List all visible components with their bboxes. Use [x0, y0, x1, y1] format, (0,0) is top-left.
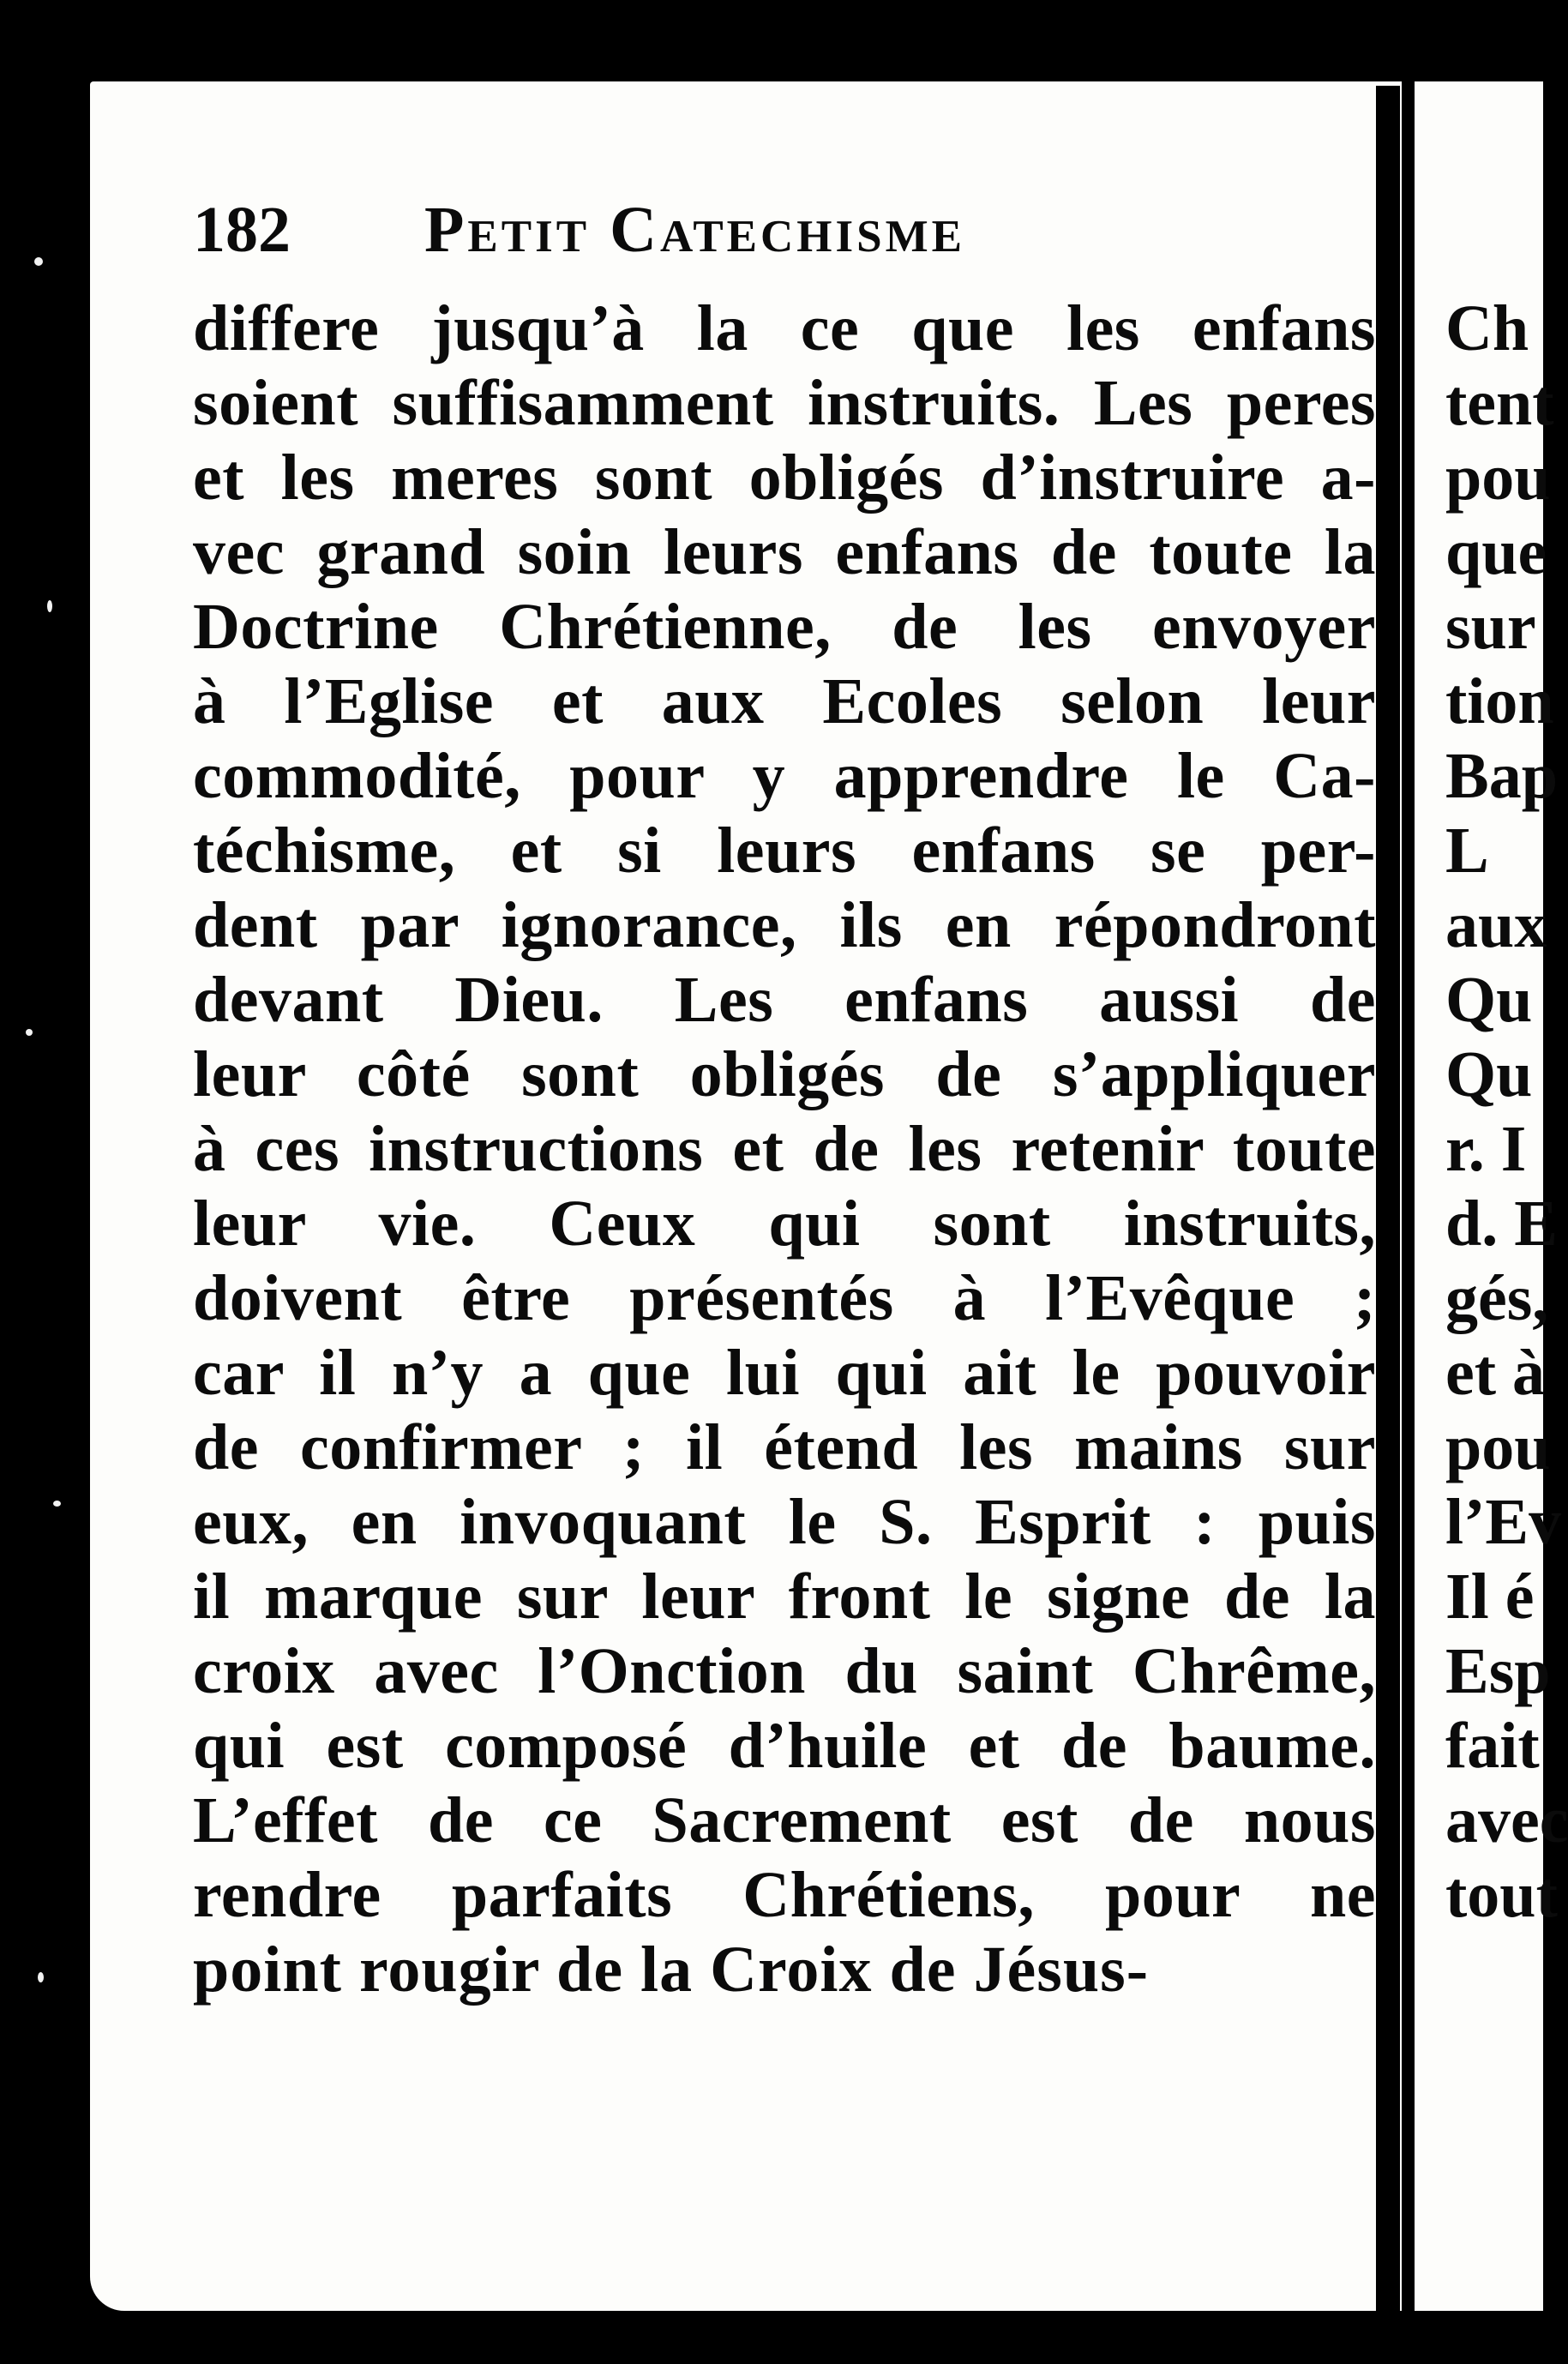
text-line-last: point rougir de la Croix de Jésus- [193, 1934, 1149, 2006]
text-line: croix avec l’Onction du saint Chrême, [193, 1635, 1376, 1707]
facing-text-line: Bap [1445, 740, 1558, 812]
margin-speck [38, 1972, 44, 1982]
facing-text-line: L [1445, 815, 1489, 887]
facing-text-line: Esp [1445, 1635, 1551, 1707]
text-line: rendre parfaits Chrétiens, pour ne [193, 1859, 1376, 1931]
text-line: il marque sur leur front le signe de la [193, 1561, 1376, 1633]
text-line: car il n’y a que lui qui ait le pouvoir [193, 1337, 1376, 1409]
facing-text-line: pou [1445, 442, 1551, 514]
page-body-text [193, 292, 1376, 2007]
running-header [193, 193, 1350, 287]
text-line: vec grand soin leurs enfans de toute la [193, 516, 1376, 588]
facing-text-line: Ch [1445, 292, 1529, 364]
text-line: Doctrine Chrétienne, de les envoyer [193, 591, 1376, 663]
running-title: Petit Catechisme [424, 194, 966, 266]
margin-speck [53, 1501, 61, 1507]
facing-page-lines [1415, 292, 1568, 1933]
text-line: à l’Eglise et aux Ecoles selon leur [193, 665, 1376, 737]
facing-text-line: sur [1445, 591, 1536, 663]
facing-text-line: fait [1445, 1710, 1540, 1782]
facing-text-line: tent [1445, 367, 1554, 439]
text-line: eux, en invoquant le S. Esprit : puis [193, 1486, 1376, 1558]
text-line: differe jusqu’à la ce que les enfans [193, 292, 1376, 364]
facing-text-line: Qu [1445, 1038, 1533, 1110]
text-line: dent par ignorance, ils en répondront [193, 889, 1376, 961]
facing-text-line: Il é [1445, 1561, 1535, 1633]
text-line: commodité, pour y apprendre le Ca- [193, 740, 1376, 812]
text-line: de confirmer ; il étend les mains sur [193, 1411, 1376, 1483]
facing-text-line: l’Ev [1445, 1486, 1562, 1558]
facing-page-fragment [1415, 81, 1568, 2311]
text-line: leur côté sont obligés de s’appliquer [193, 1038, 1376, 1110]
text-line: à ces instructions et de les retenir toute [193, 1113, 1376, 1185]
text-line: doivent être présentés à l’Evêque ; [193, 1262, 1376, 1334]
text-line: leur vie. Ceux qui sont instruits, [193, 1188, 1376, 1260]
text-line: L’effet de ce Sacrement est de nous [193, 1784, 1376, 1856]
facing-text-line: Qu [1445, 964, 1533, 1036]
facing-text-line: d. E [1445, 1188, 1558, 1260]
text-line: téchisme, et si leurs enfans se per- [193, 815, 1376, 887]
text-line: qui est composé d’huile et de baume. [193, 1710, 1376, 1782]
scan-border-bottom [1415, 2311, 1543, 2364]
facing-text-line: et à [1445, 1337, 1546, 1409]
margin-speck [34, 257, 43, 266]
text-line: devant Dieu. Les enfans aussi de [193, 964, 1376, 1036]
facing-text-line: gés, [1445, 1262, 1549, 1334]
text-line: et les meres sont obligés d’instruire a- [193, 442, 1376, 514]
page-number: 182 [193, 194, 291, 266]
facing-text-line: r. I [1445, 1113, 1527, 1185]
facing-text-line: tout [1445, 1859, 1558, 1931]
facing-text-line: que [1445, 516, 1547, 588]
margin-speck [47, 600, 52, 612]
facing-text-line: aux [1445, 889, 1547, 961]
facing-text-line: pou [1445, 1411, 1551, 1483]
facing-text-line: avec [1445, 1784, 1568, 1856]
facing-text-line: tion [1445, 665, 1554, 737]
margin-speck [26, 1029, 33, 1036]
text-line: soient suffisamment instruits. Les peres [193, 367, 1376, 439]
page-gutter [1376, 86, 1400, 2311]
